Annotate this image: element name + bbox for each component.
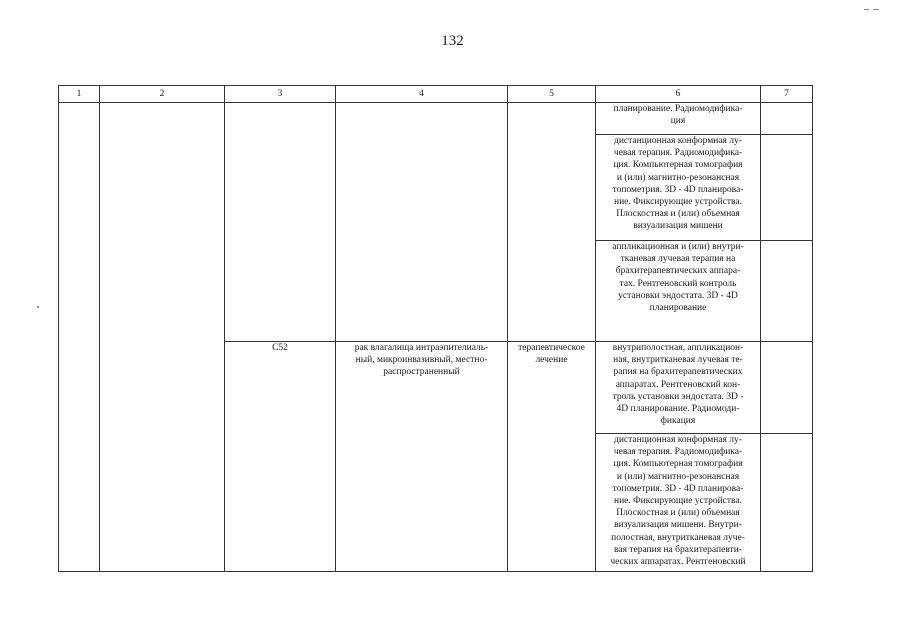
- method-cell: [596, 342, 761, 434]
- col2-cell: [100, 103, 225, 572]
- col7-cell: [761, 241, 813, 342]
- col7-cell: [761, 135, 813, 241]
- col7-cell: [761, 342, 813, 434]
- header-cell: 6: [596, 86, 761, 103]
- disease-cell: [336, 342, 508, 572]
- method-text: аппликационная и (или) внутри- тканевая лучевая терапия на брахитерапевтических аппара- тах. Рентгеновский контроль установки эндостата. 3D - 4D планирование: [612, 242, 744, 314]
- disease-text: рак влагалища интраэпителиаль- ный, микроинвазивный, местно- распространенный: [354, 343, 489, 378]
- header-cell: 3: [225, 86, 336, 103]
- col4-cell: [336, 103, 508, 342]
- method-cell: [596, 103, 761, 135]
- method-text: дистанционная конформная лу- чевая терапия. Радиомодифика- ция. Компьютерная томография и (или) магнитно-резонансная топометрия. 3D - 4D планирова- ние. Фиксирующие устройства. Плоскостная и (или) объемная визуализация мишени: [612, 136, 744, 232]
- table-header-row: [59, 86, 813, 103]
- method-cell: [596, 241, 761, 342]
- scan-speck: [873, 9, 879, 10]
- header-cell: 7: [761, 86, 813, 103]
- col3-cell: [225, 103, 336, 342]
- method-cell: [596, 434, 761, 572]
- code-cell: [225, 342, 336, 572]
- treatment-type-cell: [508, 342, 596, 572]
- method-text: дистанционная конформная лу- чевая терапия. Радиомодифика- ция. Компьютерная томография и (или) магнитно-резонансная топометрия. 3D - 4D планирова- ние. Фиксирующие устройства. Плоскостная и (или) объемная визуализация мишени. Внутри- полостная, внутритканевая луче- вая терапия на брахитерапевти- ческих аппаратах. Рентгеновский: [610, 435, 746, 568]
- col5-cell: [508, 103, 596, 342]
- services-table: [58, 85, 813, 572]
- col7-cell: [761, 103, 813, 135]
- col7-cell: [761, 434, 813, 572]
- table-row: [59, 103, 813, 135]
- header-cell: 1: [59, 86, 100, 103]
- page-number: 132: [441, 33, 464, 49]
- header-cell: 2: [100, 86, 225, 103]
- scan-speck: [864, 9, 869, 10]
- header-cell: 4: [336, 86, 508, 103]
- method-text: внутриполостная, аппликацион- ная, внутритканевая лучевая те- рапия на брахитерапевтических аппаратах. Рентгеновский кон- троль установки эндостата. 3D - 4D планирование. Радиомоди- фикация: [612, 343, 744, 427]
- col1-cell: [59, 103, 100, 572]
- treatment-type-text: терапевтическое лечение: [518, 343, 585, 366]
- header-cell: 5: [508, 86, 596, 103]
- method-text: планирование. Радиомодифика- ция: [613, 104, 743, 127]
- method-cell: [596, 135, 761, 241]
- scan-speck: [37, 306, 39, 308]
- diagnosis-code: C52: [272, 343, 288, 353]
